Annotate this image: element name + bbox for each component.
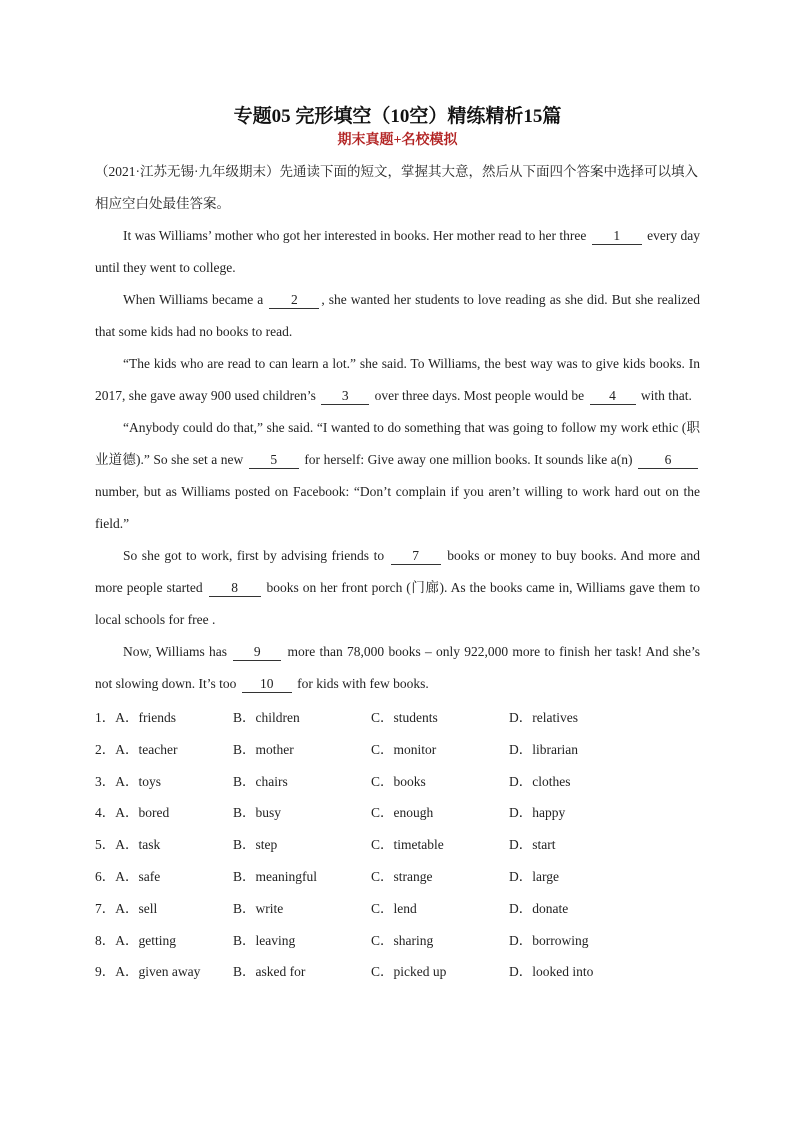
- option-row-7: [95, 893, 700, 925]
- blank-9: 9: [233, 644, 281, 661]
- option-5-b: B．step: [233, 837, 278, 853]
- exercise-instructions: （2021·江苏无锡·九年级期末）先通读下面的短文，掌握其大意，然后从下面四个答案中选择可以填入相应空白处最佳答案。: [95, 164, 698, 211]
- option-row-9: [95, 956, 700, 988]
- option-9-b: B．asked for: [233, 964, 306, 980]
- option-2-b: B．mother: [233, 741, 294, 757]
- document-page: [95, 100, 700, 988]
- blank-3: 3: [321, 388, 369, 405]
- option-3-b: B．chairs: [233, 773, 288, 789]
- option-row-1: [95, 702, 700, 734]
- option-1-a: 1．A．friends: [95, 710, 176, 725]
- option-row-8: [95, 925, 700, 957]
- option-4-a: 4．A．bored: [95, 805, 170, 821]
- blank-5: 5: [249, 452, 299, 469]
- option-8-c: C．sharing: [371, 932, 434, 948]
- option-row-5: [95, 829, 700, 861]
- option-3-c: C．books: [371, 773, 426, 789]
- option-3-d: D．clothes: [509, 773, 571, 789]
- blank-8: 8: [209, 580, 261, 597]
- option-4-c: C．enough: [371, 805, 434, 821]
- option-7-d: D．donate: [509, 900, 569, 916]
- option-5-a: 5．A．task: [95, 837, 161, 853]
- option-2-a: 2．A．teacher: [95, 741, 178, 757]
- blank-4: 4: [590, 388, 636, 405]
- option-2-c: C．monitor: [371, 741, 437, 757]
- option-row-4: [95, 797, 700, 829]
- option-2-d: D．librarian: [509, 741, 578, 757]
- passage-paragraph-3: “The kids who are read to can learn a lot.” she said. To Williams, the best way was to give kids books. In 2017, she gave away 900 used children’s 3 over three days. Most people would be 4 with that.: [95, 356, 700, 403]
- option-9-a: 9．A．given away: [95, 964, 201, 980]
- option-row-2: [95, 734, 700, 766]
- passage-paragraph-4: “Anybody could do that,” she said. “I wanted to do something that was going to follow my work ethic (职业道德).” So she set a new 5 for herself: Give away one million books. It sounds like a(n) 6 number, but as Williams posted on Facebook: “Don’t complain if you aren’t willing to work hard out on the field.”: [95, 420, 700, 531]
- page-subtitle: 期末真题+名校模拟: [337, 133, 458, 148]
- answer-options: [95, 702, 700, 988]
- option-8-d: D．borrowing: [509, 932, 589, 948]
- option-4-d: D．happy: [509, 805, 566, 821]
- option-9-d: D．looked into: [509, 964, 594, 980]
- option-1-c: C．students: [371, 710, 438, 725]
- passage-paragraph-5: So she got to work, first by advising friends to 7 books or money to buy books. And more and more people started 8 books on her front porch (门廊). As the books came in, Williams gave them to local schools for free .: [95, 548, 701, 627]
- option-4-b: B．busy: [233, 805, 282, 821]
- blank-1: 1: [592, 228, 642, 245]
- option-1-d: D．relatives: [509, 710, 578, 725]
- blank-10: 10: [242, 676, 292, 693]
- option-6-c: C．strange: [371, 868, 433, 884]
- option-9-c: C．picked up: [371, 964, 447, 980]
- blank-6: 6: [638, 452, 698, 469]
- option-6-d: D．large: [509, 868, 559, 884]
- option-row-3: [95, 766, 700, 798]
- option-7-a: 7．A．sell: [95, 900, 158, 916]
- option-1-b: B．children: [233, 710, 300, 725]
- passage-paragraph-1: It was Williams’ mother who got her interested in books. Her mother read to her three 1 every day until they went to college.: [95, 228, 700, 275]
- option-8-b: B．leaving: [233, 932, 296, 948]
- blank-2: 2: [269, 292, 319, 309]
- option-7-c: C．lend: [371, 900, 417, 916]
- passage-paragraph-6: Now, Williams has 9 more than 78,000 books – only 922,000 more to finish her task! And she’s not slowing down. It’s too 10 for kids with few books.: [95, 644, 700, 691]
- option-6-b: B．meaningful: [233, 868, 317, 884]
- option-8-a: 8．A．getting: [95, 932, 176, 948]
- option-7-b: B．write: [233, 900, 284, 916]
- passage-paragraph-2: When Williams became a 2 , she wanted her students to love reading as she did. But she realized that some kids had no books to read.: [95, 292, 701, 339]
- option-row-6: [95, 861, 700, 893]
- option-5-c: C．timetable: [371, 837, 444, 853]
- option-5-d: D．start: [509, 837, 556, 853]
- option-6-a: 6．A．safe: [95, 868, 161, 884]
- option-3-a: 3．A．toys: [95, 773, 162, 789]
- page-title: 专题05 完形填空（10空）精练精析15篇: [233, 106, 562, 127]
- blank-7: 7: [391, 548, 441, 565]
